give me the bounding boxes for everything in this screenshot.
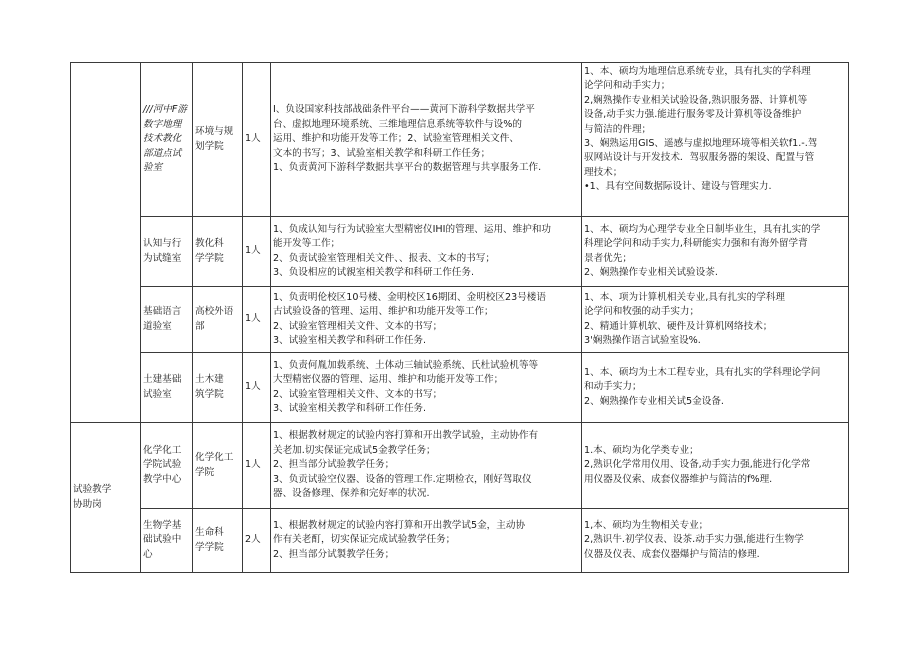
college-cell: 土木建 筑学院 (193, 353, 243, 423)
college-cell: 化学化工 学院 (193, 423, 243, 509)
headcount-cell: 2人 (243, 509, 271, 573)
table-row (71, 217, 849, 287)
duty-cell: I、负设国家科技部战础条件平台——黄河下游科学数据共学平 台、虚拟地理环境系统、三维地理信息系统等软件与设%的 运用、维护和功能开发等工作；2、试验室管理相关文件、 文本的书写；3、试验室相关教学和科研工作任务； 1、负责黄河下游科学数据共享平台的数据管理与共享服务工作. (271, 63, 582, 217)
table-row (71, 287, 849, 353)
headcount-cell: 1人 (243, 423, 271, 509)
requirement-cell: 1、本、硕均为心理学专业全日制毕业生，具有扎实的学 科理论学问和动手实力,科研能实力强和有海外留学背 景者优先； 2、娴熟操作专业相关试验设茶. (582, 217, 849, 287)
category-cell (71, 63, 141, 423)
requirement-cell: 1.本、硕均为化学类专业； 2,熟识化学常用仪用、设备,动手实力强,能进行化学常 用仪器及仪索、成套仪器维护与简洁的f%理. (582, 423, 849, 509)
table-row (71, 423, 849, 509)
requirement-cell: 1、本、硕均为地理信息系统专业，具有扎实的学科理 论学问和动手实力； 2,娴熟操作专业相关试验设备,熟识服务器、计算机等 设备,动手实力强.能进行服务零及计算机等设备维护 与简洁的件理； 3、娴熟运用GIS、遥感与虚拟地理环境等相关软f1.-.驾 驭网站设计与开发技术．驾驭服务器的架设、配置与管 理技术； •1、具有空间数据际设计、建设与管理实力. (582, 63, 849, 217)
college-cell: 高校外语 部 (193, 287, 243, 353)
college-cell: 环境与规 划学院 (193, 63, 243, 217)
duty-cell: 1、根据教材规定的试验内容打算和开出教学试5金，主动协 作有关老酊，切实保证完成试验教学任务； 2、担当部分试製教学任务； (271, 509, 582, 573)
positions-table (70, 62, 849, 573)
requirement-cell: 1、本、项为计算机相关专业,具有扎实的学科理 论学问和牧强的动手实力； 2、精通计算机软、硬件及计算机网络技术； 3'娴熟操作语言试验室设%. (582, 287, 849, 353)
headcount-cell: 1人 (243, 217, 271, 287)
lab-name-cell: 生物学基 础试验中 心 (141, 509, 193, 573)
lab-name-cell: 化学化工 学院试验 教学中心 (141, 423, 193, 509)
lab-name-cell: 基础语言 道验室 (141, 287, 193, 353)
college-cell: 教化科 学学院 (193, 217, 243, 287)
requirement-cell: 1,本、硕均为生物相关专业； 2,熟识牛.初学仪表、设茶.动手实力强,能进行生物学 仪器及仪表、成套仪器爆护与简洁的修理. (582, 509, 849, 573)
requirement-cell: 1、本、硕均为土木工程专业，具有扎实的学科理论学问 和动手实力； 2、娴熟操作专业相关试5金设备. (582, 353, 849, 423)
table-row (71, 63, 849, 217)
duty-cell: 1、负责明伦校区10号楼、金明校区16期团、金明校区23号楼语 古试验设备的管理、运用、维护和功能开发等工作； 2、试验室管理相关文件、文本的书写； 3、试验室相关教学和科研工作任务. (271, 287, 582, 353)
lab-name-cell: 土建基础 试验室 (141, 353, 193, 423)
table-row (71, 353, 849, 423)
duty-cell: 1、负责何胤加载系统、土体动三轴试验系统、氏杜试验机等等 大型精密仪器的管理、运用、维护和功能开发等工作； 2、试验室管理相关文件、文本的书写； 3、试验室相关教学和科研工作任务. (271, 353, 582, 423)
category-cell: 试验教学 协助岗 (71, 423, 141, 573)
headcount-cell: 1人 (243, 353, 271, 423)
college-cell: 生命科 学学院 (193, 509, 243, 573)
lab-name-cell: ///河中F游 数字地理 技术教化 部道点试 验室 (141, 63, 193, 217)
lab-name-cell: 认知与行 为试缝室 (141, 217, 193, 287)
headcount-cell: 1人 (243, 63, 271, 217)
headcount-cell: 1人 (243, 287, 271, 353)
table-row (71, 509, 849, 573)
duty-cell: 1、根据教材规定的试验内容打算和开出教学试验，主动协作有 关老加.切实保证完成试5金教学任务； 2、担当部分试验教学任务； 3、负贡试验空仪器、设备的管理工作.定期检衣，刚好驾取仪 器、设备修理、保养和完好率的状况. (271, 423, 582, 509)
duty-cell: 1、负成认知与行为试验室大型精密仪IHI的管理、运用、维护和功 能开发等工作； 2、负责试验室管理相关文件、、报表、文本的书写； 3、负设相应的试親室相关教学和科研工作任务. (271, 217, 582, 287)
